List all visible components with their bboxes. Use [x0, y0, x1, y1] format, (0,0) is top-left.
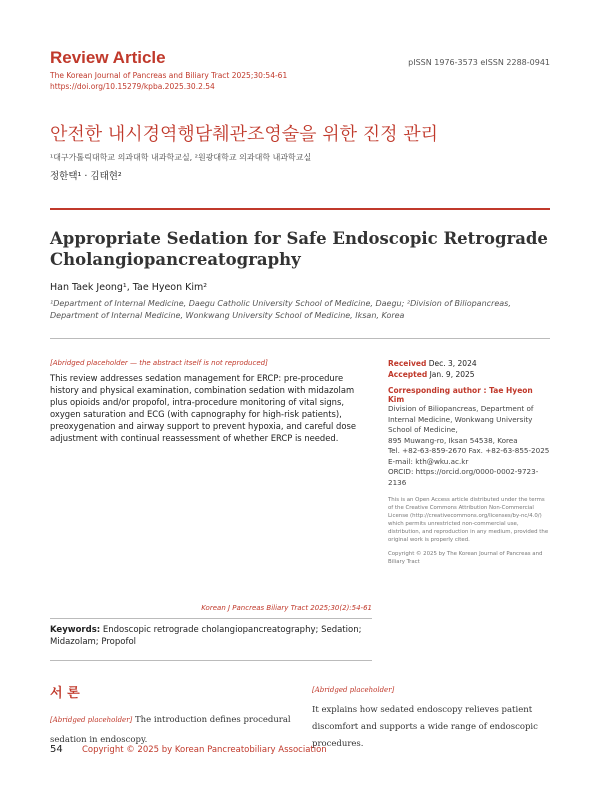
- accepted-date: [388, 369, 550, 380]
- abstract-summary: This review addresses sedation management for ERCP: pre-procedure history and physical examination, combination sedation with midazolam plus opioids and/or propofol, intra-procedure monitoring of vital signs, oxygen saturation and ECG (with capnography for high-risk patients), preoxygenation and airway support to prevent hypoxia, and careful dose adjustment with continual reassessment of whether ERCP is needed.: [50, 373, 356, 443]
- english-authors: Han Taek Jeong¹, Tae Hyeon Kim²: [50, 282, 208, 293]
- korean-authors: 정한택¹ · 김태현²: [50, 171, 122, 182]
- footer-copyright: Copyright © 2025 by Korean Pancreatobiliary Association: [82, 745, 327, 755]
- received-value: Dec. 3, 2024: [428, 359, 477, 368]
- abstract-placeholder-note: [Abridged placeholder — the abstract itself is not reproduced]: [50, 359, 268, 367]
- keywords-divider-top: [50, 618, 372, 619]
- license-notice: This is an Open Access article distributed under the terms of the Creative Commons Attribution Non-Commercial License (http://creativecommons.org/licenses/by-nc/4.0/) which permits unrestricted non-commercial use, distribution, and reproduction in any medium, provided the original work is properly cited.: [388, 497, 549, 543]
- keywords-text: Endoscopic retrograde cholangiopancreatography; Sedation; Midazolam; Propofol: [50, 625, 362, 647]
- page-number: 54: [50, 744, 63, 755]
- journal-citation: The Korean Journal of Pancreas and Biliary Tract 2025;30:54-61: [50, 71, 288, 80]
- received-date: [388, 358, 550, 369]
- keywords-label: Keywords:: [50, 625, 101, 635]
- body-text-left: [50, 712, 300, 749]
- english-affiliations: ¹Department of Internal Medicine, Daegu Catholic University School of Medicine, Daegu; ²Division of Biliopancreas, Department of Internal Medicine, Wonkwang University School of Medicine, Iksan, Korea: [50, 299, 511, 320]
- corresponding-author-orcid[interactable]: ORCID: https://orcid.org/0000-0002-9723-2136: [388, 467, 539, 487]
- issn: pISSN 1976-3573 eISSN 2288-0941: [408, 58, 550, 67]
- abstract-citation: Korean J Pancreas Biliary Tract 2025;30(2):54-61: [201, 604, 372, 612]
- body-text-right: [312, 682, 550, 753]
- body-left-summary: The introduction defines procedural sedation in endoscopy.: [50, 715, 291, 745]
- body-placeholder-note: [Abridged placeholder]: [50, 716, 133, 724]
- title-divider: [50, 208, 550, 210]
- keywords: [50, 624, 372, 648]
- corresponding-author-label: Corresponding author : Tae Hyeon Kim: [388, 386, 533, 404]
- article-type: Review Article: [50, 48, 166, 67]
- body-placeholder-note: [Abridged placeholder]: [312, 686, 395, 694]
- korean-affiliations: ¹대구가톨릭대학교 의과대학 내과학교실, ²원광대학교 의과대학 내과학교실: [50, 153, 312, 162]
- corresponding-author-line: Tel. +82-63-859-2670 Fax. +82-63-855-2025: [388, 446, 550, 455]
- abstract: [50, 356, 372, 444]
- body-right-summary: It explains how sedated endoscopy relieves patient discomfort and supports a wide range of endoscopic procedures.: [312, 705, 538, 749]
- english-title: Appropriate Sedation for Safe Endoscopic Retrograde Cholangiopancreatography: [50, 229, 548, 269]
- section-divider: [50, 338, 550, 339]
- received-label: Received: [388, 359, 427, 368]
- article-sidebar: [388, 358, 550, 566]
- doi-link[interactable]: https://doi.org/10.15279/kpba.2025.30.2.54: [50, 82, 215, 91]
- accepted-value: Jan. 9, 2025: [429, 370, 475, 379]
- korean-title: 안전한 내시경역행담췌관조영술을 위한 진정 관리: [50, 124, 439, 145]
- corresponding-author-line: Division of Biliopancreas, Department of Internal Medicine, Wonkwang University School of Medicine,: [388, 404, 534, 434]
- introduction-heading: 서 론: [50, 686, 80, 701]
- keywords-divider-bottom: [50, 660, 372, 661]
- corresponding-author-line: 895 Muwang-ro, Iksan 54538, Korea: [388, 435, 518, 445]
- journal-copyright: Copyright © 2025 by The Korean Journal of Pancreas and Biliary Tract: [388, 551, 543, 565]
- accepted-label: Accepted: [388, 370, 428, 379]
- corresponding-author-email[interactable]: E-mail: kth@wku.ac.kr: [388, 456, 469, 466]
